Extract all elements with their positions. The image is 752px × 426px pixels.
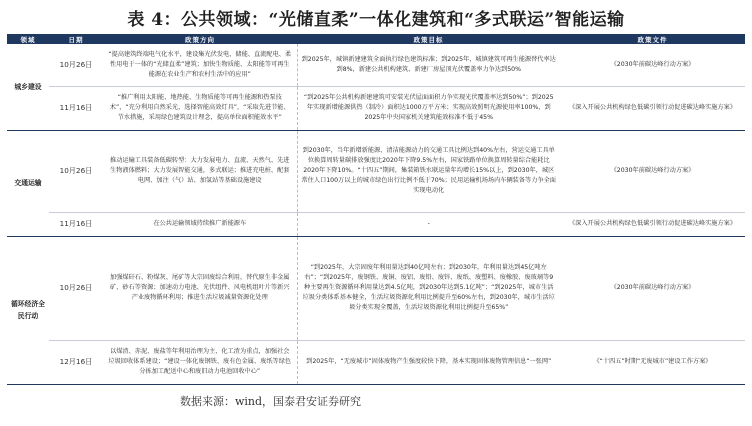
direction-cell: “提高建筑终端电气化水平，建设集光伏发电、储能、直流配电、柔性用电于一体的“光储直柔”建筑；加快生物质能、太阳能等可再生能源在农业生产和农村生活中的应用” bbox=[103, 44, 297, 86]
table-row bbox=[7, 212, 745, 236]
target-cell: “到2025年公共机构新建建筑可安装光伏屋面面积力争实现光伏覆盖率达到50%”；到2025年实现新增能源供热（制冷）面积达1000万平方米；实现高效照明光源使用率100%，到2025年中央国家机关建筑能效标准不低于45% bbox=[297, 86, 560, 130]
table-row bbox=[7, 44, 745, 86]
document-cell: 《“十四五”时期“无废城市”建设工作方案》 bbox=[560, 340, 745, 384]
target-cell: - bbox=[297, 212, 560, 236]
document-cell: 《2030年前碳达峰行动方案》 bbox=[560, 236, 745, 340]
date-cell: 10月26日 bbox=[49, 236, 103, 340]
field-cell: 循环经济全民行动 bbox=[7, 236, 49, 384]
date-cell: 12月16日 bbox=[49, 340, 103, 384]
header-direction: 政策方向 bbox=[103, 34, 297, 44]
table-row bbox=[7, 130, 745, 212]
source-caption: 数据来源：wind，国泰君安证券研究 bbox=[180, 394, 362, 408]
table-row bbox=[7, 340, 745, 384]
document-cell: 《2030年前碳达峰行动方案》 bbox=[560, 130, 745, 212]
header-document: 政策文件 bbox=[560, 34, 745, 44]
header-field: 领域 bbox=[7, 34, 49, 44]
target-cell: 到2025年，城镇新建建筑全面执行绿色建筑标准；到2025年，城镇建筑可再生能源替代率达到8%，新建公共机构建筑、新建厂房屋顶光伏覆盖率力争达到50% bbox=[297, 44, 560, 86]
table-header-row bbox=[7, 34, 745, 44]
document-cell: 《深入开展公共机构绿色低碳引领行动促进碳达峰实施方案》 bbox=[560, 86, 745, 130]
direction-cell: 以煤渣、赤泥、废盐等年利用治理为主，化工渣为重点，加强社会垃圾回收体系建设；“建设一体化废钢铁、废有色金属、废纸等绿色分拣加工配送中心和废旧动力电池回收中心” bbox=[103, 340, 297, 384]
direction-cell: 推动运输工具装备低碳转型：大力发展电力、直流、天然气、先进生物液体燃料；大力发展智能交通，多式联运；推进充电桩、配套电网、加注（气）站、加氢站等基础设施建设 bbox=[103, 130, 297, 212]
date-cell: 11月16日 bbox=[49, 212, 103, 236]
policy-table bbox=[7, 34, 745, 385]
table-title: 表 4：公共领域：“光储直柔”一体化建筑和“多式联运”智能运输 bbox=[127, 9, 625, 30]
direction-cell: 加强煤矸石、粉煤灰、尾矿等大宗固废综合利用，替代原生非金属矿、砂石等资源；加速动力电池、光伏组件、风电机组叶片等新兴产业废物循环利用；推进生活垃圾减量资源化处理 bbox=[103, 236, 297, 340]
field-cell: 城乡建设 bbox=[7, 44, 49, 130]
direction-cell: “推广利用太阳能、地热能、生物质能等可再生能源和热泵技术”，“充分利用自然采光，选择智能高效灯具”，“采取先进节能、节水措施，采用绿色建筑设计理念，提高单位面积能效水平” bbox=[103, 86, 297, 130]
target-cell: “到2025年，大宗固废年利用量达到40亿吨左右；到2030年，年利用量达到45亿吨左右”；“到2025年，废钢铁、废铜、废铝、废铅、废锌、废纸、废塑料、废橡胶、废玻璃等9种主要再生资源循环利用量达到4.5亿吨，到2030年达到5.1亿吨”；“到2025年，城市生活垃圾分类体系基本健全，生活垃圾资源化利用比例提升至60%左右，到2030年，城市生活垃圾分类实现全覆盖，生活垃圾资源化利用比例提升至65%” bbox=[297, 236, 560, 340]
document-cell: 《2030年前碳达峰行动方案》 bbox=[560, 44, 745, 86]
document-cell: 《深入开展公共机构绿色低碳引领行动促进碳达峰实施方案》 bbox=[560, 212, 745, 236]
direction-cell: 在公共运输领域持续推广新能源车 bbox=[103, 212, 297, 236]
date-cell: 10月26日 bbox=[49, 130, 103, 212]
table-row bbox=[7, 236, 745, 340]
header-target: 政策目标 bbox=[297, 34, 560, 44]
target-cell: 到2025年，“无废城市”固体废物产生强度较快下降，基本实现固体废物管理信息“一张网” bbox=[297, 340, 560, 384]
date-cell: 11月16日 bbox=[49, 86, 103, 130]
table-row bbox=[7, 86, 745, 130]
target-cell: 到2030年，当年新增新能源、清洁能源动力的交通工具比例达到40%左右，营运交通工具单位换算周转量碳排放强度比2020年下降9.5%左右，国家铁路单位换算周转量综合能耗比2020年下降10%。“十四五”期间，集装箱铁水联运量年均增长15%以上，到2030年，城区常住人口100万以上的城市绿色出行比例不低于70%；民用运输机场场内车辆装备等力争全面实现电动化 bbox=[297, 130, 560, 212]
field-cell: 交通运输 bbox=[7, 130, 49, 236]
date-cell: 10月26日 bbox=[49, 44, 103, 86]
header-date: 日期 bbox=[49, 34, 103, 44]
